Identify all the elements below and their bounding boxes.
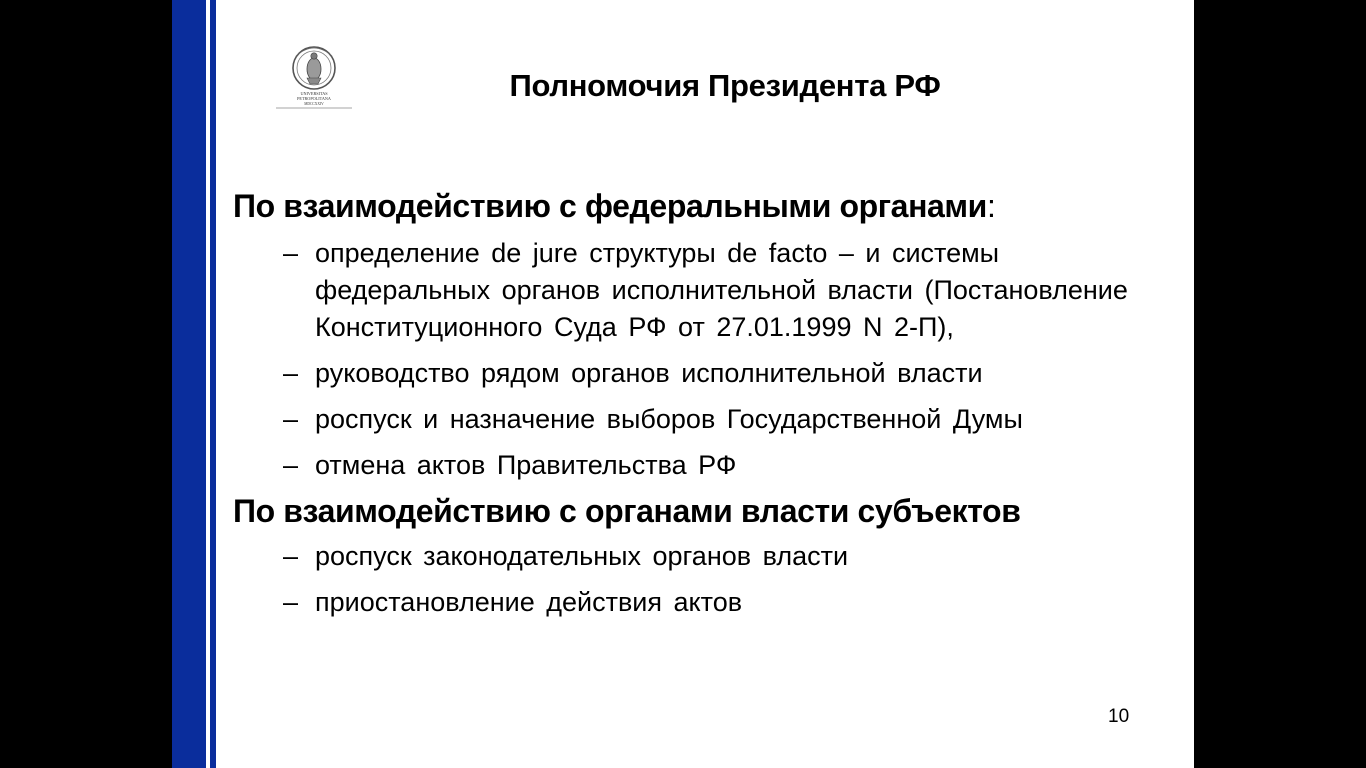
- list-item-text: роспуск и назначение выборов Государственной Думы: [315, 404, 1023, 434]
- section-heading-regional: [233, 491, 1133, 531]
- slide-page-number: 10: [1108, 706, 1130, 727]
- list-item-text: отмена актов Правительства РФ: [315, 450, 737, 480]
- bullet-dash: –: [283, 238, 299, 268]
- section-heading-federal: [233, 186, 1133, 226]
- bullet-dash: –: [283, 450, 299, 480]
- slide-body: [233, 186, 1133, 621]
- list-item-text: руководство рядом органов исполнительной власти: [315, 358, 983, 388]
- regional-powers-list: [233, 538, 1133, 621]
- bullet-dash: –: [283, 541, 299, 571]
- left-accent-thin-bar: [210, 0, 216, 768]
- list-item: [233, 355, 1133, 392]
- bullet-dash: –: [283, 358, 299, 388]
- left-accent-bar: [172, 0, 206, 768]
- seal-text-line-2: PETROPOLITANA: [297, 96, 331, 101]
- seal-text-line-1: UNIVERSITAS: [300, 91, 328, 96]
- list-item: [233, 538, 1133, 575]
- list-item-text: роспуск законодательных органов власти: [315, 541, 849, 571]
- section-heading-federal-colon: :: [986, 188, 996, 224]
- list-item-text: определение de jure структуры de facto – и системы федеральных органов исполнительной власти (Постановление Конституционного Суда РФ от 27.01.1999 N 2-П),: [315, 238, 1128, 342]
- list-item: [233, 447, 1133, 484]
- list-item-text: приостановление действия актов: [315, 587, 743, 617]
- bullet-dash: –: [283, 587, 299, 617]
- slide-title: Полномочия Президента РФ: [509, 68, 941, 103]
- list-item: [233, 584, 1133, 621]
- section-heading-federal-text: По взаимодействию с федеральными органами: [233, 188, 987, 224]
- bullet-dash: –: [283, 404, 299, 434]
- slide[interactable]: [172, 0, 1194, 768]
- list-item: [233, 401, 1133, 438]
- section-heading-regional-text: По взаимодействию с органами власти субъектов: [233, 493, 1021, 529]
- federal-powers-list: [233, 235, 1133, 484]
- seal-text-line-3: MDCCXXIV: [304, 102, 324, 106]
- list-item: [233, 235, 1133, 346]
